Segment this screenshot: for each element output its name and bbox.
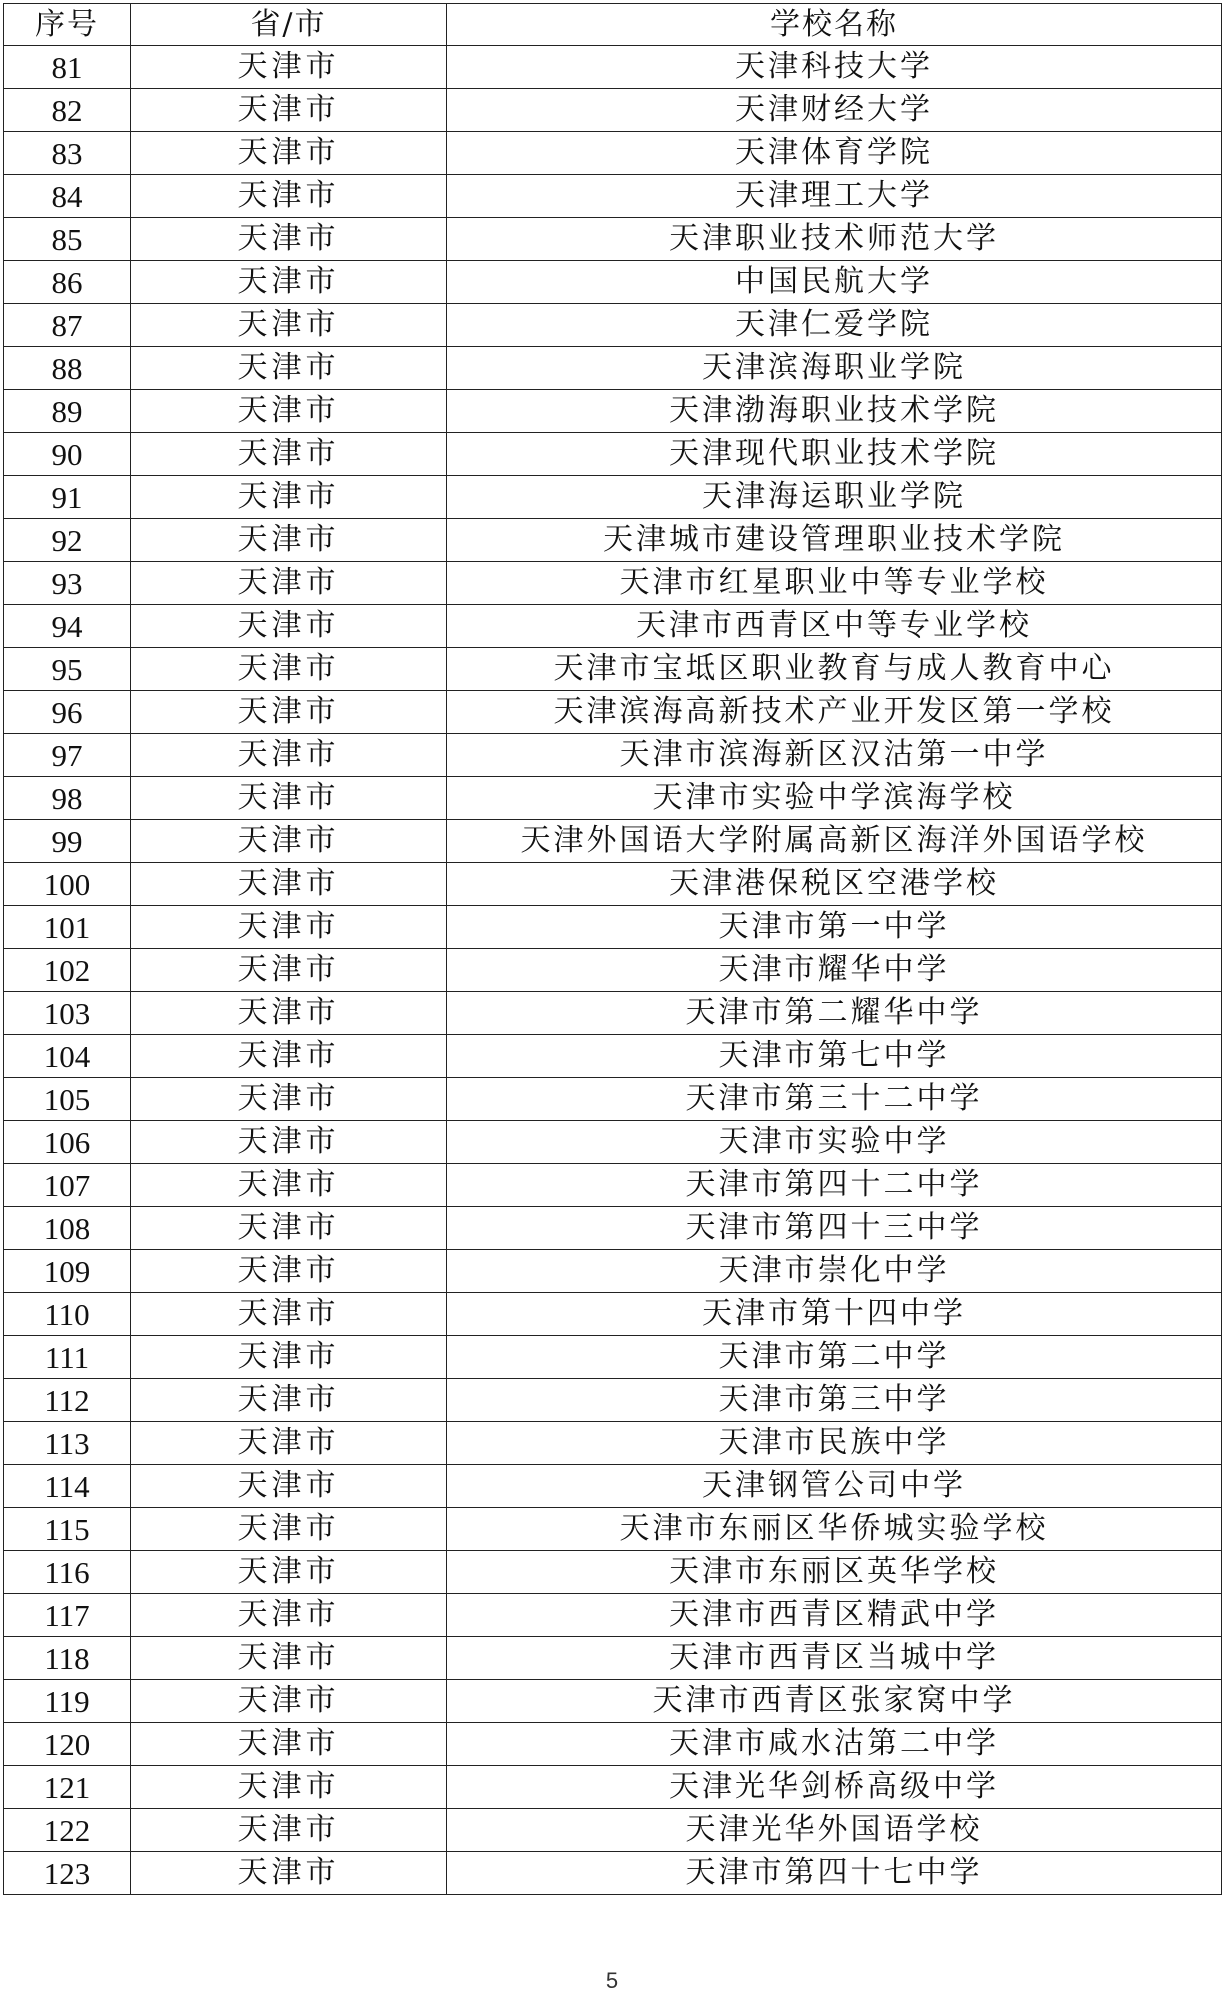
row-province: 天津市 [131,906,447,949]
row-school-name: 天津现代职业技术学院 [447,433,1222,476]
row-index: 113 [4,1422,131,1465]
row-school-name: 天津市第四十三中学 [447,1207,1222,1250]
row-province: 天津市 [131,304,447,347]
row-school-name: 天津市咸水沽第二中学 [447,1723,1222,1766]
header-province: 省/市 [131,4,447,46]
table-row [4,1035,1222,1078]
table-row [4,1680,1222,1723]
table-row [4,1852,1222,1895]
row-school-name: 天津财经大学 [447,89,1222,132]
row-index: 111 [4,1336,131,1379]
table-row [4,1336,1222,1379]
table-row [4,1809,1222,1852]
row-school-name: 天津光华外国语学校 [447,1809,1222,1852]
table-row [4,476,1222,519]
table-body [4,46,1222,1895]
row-index: 115 [4,1508,131,1551]
table-row [4,1207,1222,1250]
row-index: 109 [4,1250,131,1293]
row-school-name: 天津市西青区当城中学 [447,1637,1222,1680]
row-index: 83 [4,132,131,175]
row-province: 天津市 [131,734,447,777]
table-row [4,1551,1222,1594]
table-row [4,691,1222,734]
row-province: 天津市 [131,1250,447,1293]
row-school-name: 天津市实验中学滨海学校 [447,777,1222,820]
table-row [4,1422,1222,1465]
row-index: 88 [4,347,131,390]
row-province: 天津市 [131,1809,447,1852]
row-school-name: 天津滨海高新技术产业开发区第一学校 [447,691,1222,734]
row-province: 天津市 [131,218,447,261]
table-row [4,777,1222,820]
row-index: 100 [4,863,131,906]
row-school-name: 天津市滨海新区汉沽第一中学 [447,734,1222,777]
row-school-name: 天津钢管公司中学 [447,1465,1222,1508]
row-index: 91 [4,476,131,519]
row-province: 天津市 [131,1207,447,1250]
row-province: 天津市 [131,1293,447,1336]
row-school-name: 天津城市建设管理职业技术学院 [447,519,1222,562]
row-school-name: 天津市红星职业中等专业学校 [447,562,1222,605]
row-school-name: 天津职业技术师范大学 [447,218,1222,261]
table-row [4,1637,1222,1680]
row-index: 87 [4,304,131,347]
table-row [4,1508,1222,1551]
row-province: 天津市 [131,820,447,863]
row-index: 114 [4,1465,131,1508]
table-row [4,390,1222,433]
row-index: 108 [4,1207,131,1250]
row-school-name: 天津市西青区精武中学 [447,1594,1222,1637]
table-header [4,4,1222,46]
row-province: 天津市 [131,1078,447,1121]
row-index: 96 [4,691,131,734]
row-index: 86 [4,261,131,304]
row-index: 102 [4,949,131,992]
row-index: 117 [4,1594,131,1637]
table-row [4,1766,1222,1809]
row-school-name: 天津市第三中学 [447,1379,1222,1422]
table-row [4,1293,1222,1336]
school-list-table [3,3,1222,1895]
row-province: 天津市 [131,1121,447,1164]
row-school-name: 天津渤海职业技术学院 [447,390,1222,433]
row-province: 天津市 [131,562,447,605]
row-province: 天津市 [131,175,447,218]
table-row [4,1078,1222,1121]
table-row [4,433,1222,476]
table-row [4,218,1222,261]
row-province: 天津市 [131,691,447,734]
row-school-name: 天津市东丽区华侨城实验学校 [447,1508,1222,1551]
row-index: 82 [4,89,131,132]
table-row [4,820,1222,863]
row-province: 天津市 [131,777,447,820]
row-province: 天津市 [131,1680,447,1723]
row-school-name: 天津市西青区中等专业学校 [447,605,1222,648]
row-index: 106 [4,1121,131,1164]
row-school-name: 天津港保税区空港学校 [447,863,1222,906]
row-index: 94 [4,605,131,648]
row-school-name: 天津市宝坻区职业教育与成人教育中心 [447,648,1222,691]
table-row [4,1121,1222,1164]
row-school-name: 天津仁爱学院 [447,304,1222,347]
row-school-name: 天津市实验中学 [447,1121,1222,1164]
table-row [4,46,1222,89]
row-index: 120 [4,1723,131,1766]
row-index: 85 [4,218,131,261]
row-index: 104 [4,1035,131,1078]
row-index: 123 [4,1852,131,1895]
table-row [4,132,1222,175]
row-school-name: 天津光华剑桥高级中学 [447,1766,1222,1809]
table-row [4,1594,1222,1637]
table-row [4,1164,1222,1207]
row-province: 天津市 [131,519,447,562]
row-index: 116 [4,1551,131,1594]
table-row [4,347,1222,390]
table-row [4,304,1222,347]
row-index: 121 [4,1766,131,1809]
row-index: 95 [4,648,131,691]
row-school-name: 天津市东丽区英华学校 [447,1551,1222,1594]
row-province: 天津市 [131,1336,447,1379]
row-school-name: 天津市第二耀华中学 [447,992,1222,1035]
row-province: 天津市 [131,1723,447,1766]
row-index: 93 [4,562,131,605]
table-row [4,648,1222,691]
row-school-name: 天津科技大学 [447,46,1222,89]
row-province: 天津市 [131,132,447,175]
header-row [4,4,1222,46]
row-province: 天津市 [131,1594,447,1637]
row-school-name: 天津市第十四中学 [447,1293,1222,1336]
row-province: 天津市 [131,1164,447,1207]
row-index: 110 [4,1293,131,1336]
row-school-name: 天津外国语大学附属高新区海洋外国语学校 [447,820,1222,863]
row-school-name: 天津市第三十二中学 [447,1078,1222,1121]
row-province: 天津市 [131,648,447,691]
row-province: 天津市 [131,1422,447,1465]
row-school-name: 天津市第七中学 [447,1035,1222,1078]
row-school-name: 天津市西青区张家窝中学 [447,1680,1222,1723]
row-province: 天津市 [131,433,447,476]
row-province: 天津市 [131,1637,447,1680]
table-row [4,734,1222,777]
row-province: 天津市 [131,1465,447,1508]
row-school-name: 天津滨海职业学院 [447,347,1222,390]
row-index: 99 [4,820,131,863]
table-row [4,1379,1222,1422]
table-row [4,906,1222,949]
row-province: 天津市 [131,949,447,992]
row-province: 天津市 [131,1852,447,1895]
row-school-name: 天津市崇化中学 [447,1250,1222,1293]
row-province: 天津市 [131,605,447,648]
row-index: 122 [4,1809,131,1852]
row-province: 天津市 [131,347,447,390]
header-index: 序号 [4,4,131,46]
row-school-name: 中国民航大学 [447,261,1222,304]
table-row [4,89,1222,132]
row-province: 天津市 [131,46,447,89]
row-index: 105 [4,1078,131,1121]
row-index: 101 [4,906,131,949]
row-province: 天津市 [131,390,447,433]
row-province: 天津市 [131,89,447,132]
table-row [4,519,1222,562]
table-row [4,605,1222,648]
row-school-name: 天津市耀华中学 [447,949,1222,992]
row-school-name: 天津理工大学 [447,175,1222,218]
table-row [4,949,1222,992]
row-index: 97 [4,734,131,777]
table-row [4,1465,1222,1508]
row-index: 98 [4,777,131,820]
row-index: 119 [4,1680,131,1723]
row-index: 112 [4,1379,131,1422]
row-index: 81 [4,46,131,89]
row-school-name: 天津市民族中学 [447,1422,1222,1465]
row-index: 84 [4,175,131,218]
header-school-name: 学校名称 [447,4,1222,46]
row-province: 天津市 [131,1551,447,1594]
row-school-name: 天津市第二中学 [447,1336,1222,1379]
row-school-name: 天津海运职业学院 [447,476,1222,519]
row-index: 90 [4,433,131,476]
row-school-name: 天津市第四十七中学 [447,1852,1222,1895]
row-index: 92 [4,519,131,562]
table-row [4,261,1222,304]
page-number: 5 [605,1968,619,1993]
row-school-name: 天津体育学院 [447,132,1222,175]
table-row [4,562,1222,605]
row-province: 天津市 [131,1508,447,1551]
row-province: 天津市 [131,1379,447,1422]
row-province: 天津市 [131,261,447,304]
row-index: 107 [4,1164,131,1207]
row-school-name: 天津市第四十二中学 [447,1164,1222,1207]
row-school-name: 天津市第一中学 [447,906,1222,949]
table-row [4,1250,1222,1293]
row-province: 天津市 [131,863,447,906]
row-index: 118 [4,1637,131,1680]
row-index: 89 [4,390,131,433]
row-index: 103 [4,992,131,1035]
table-row [4,863,1222,906]
table-row [4,175,1222,218]
row-province: 天津市 [131,992,447,1035]
table-row [4,1723,1222,1766]
row-province: 天津市 [131,476,447,519]
row-province: 天津市 [131,1766,447,1809]
table-row [4,992,1222,1035]
row-province: 天津市 [131,1035,447,1078]
